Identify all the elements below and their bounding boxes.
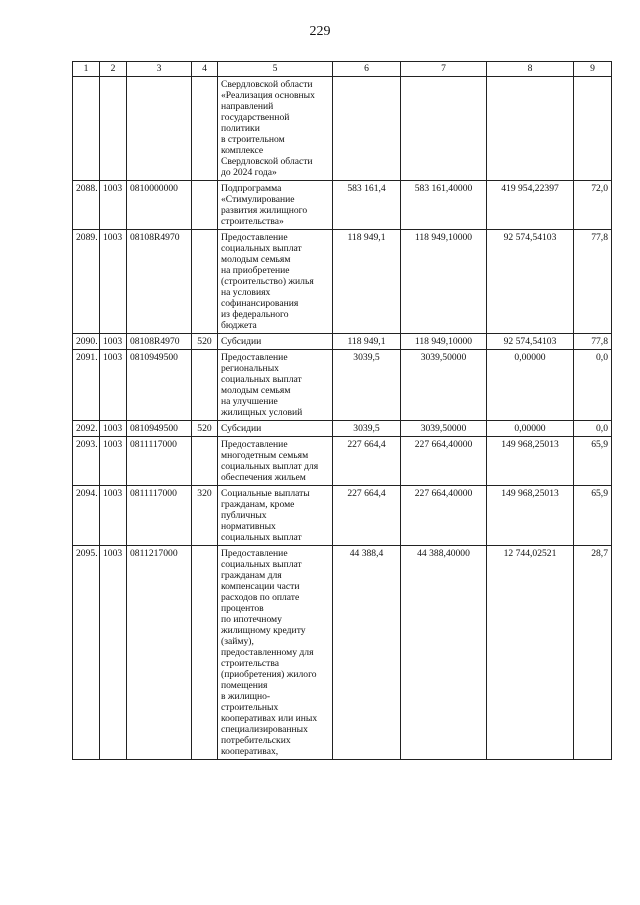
description-cell xyxy=(218,334,333,350)
approved-amount-cell: 227 664,4 xyxy=(333,486,401,546)
description-cell xyxy=(218,437,333,486)
executed-amount-cell: 92 574,54103 xyxy=(487,334,574,350)
description-line: на приобретение xyxy=(221,265,290,276)
description-line: софинансирования xyxy=(221,298,299,309)
description-line: многодетным семьям xyxy=(221,450,309,461)
description-cell xyxy=(218,486,333,546)
approved-amount-cell: 3039,5 xyxy=(333,350,401,421)
description-line: гражданам, кроме xyxy=(221,499,295,510)
budget-amount-cell: 3039,50000 xyxy=(401,421,487,437)
execution-percent-cell: 0,0 xyxy=(574,421,612,437)
page-number: 229 xyxy=(309,24,331,39)
execution-percent-cell: 0,0 xyxy=(574,350,612,421)
budget-amount-cell: 227 664,40000 xyxy=(401,437,487,486)
description-line: жилищных условий xyxy=(221,407,303,418)
budget-table xyxy=(72,61,612,760)
section-code-cell: 1003 xyxy=(100,350,127,421)
description-line: направлений xyxy=(221,101,274,112)
section-code-cell: 1003 xyxy=(100,437,127,486)
expense-type-code-cell xyxy=(192,181,218,230)
description-line: специализированных xyxy=(221,724,308,735)
table-body xyxy=(73,77,612,760)
description-line: гражданам для xyxy=(221,570,282,581)
description-line: «Реализация основных xyxy=(221,90,315,101)
row-number-cell: 2093. xyxy=(73,437,100,486)
executed-amount-cell: 12 744,02521 xyxy=(487,546,574,760)
execution-percent-cell: 72,0 xyxy=(574,181,612,230)
description-line: Субсидии xyxy=(221,336,262,347)
execution-percent-cell xyxy=(574,77,612,181)
executed-amount-cell: 0,00000 xyxy=(487,421,574,437)
section-code-cell: 1003 xyxy=(100,546,127,760)
table-row xyxy=(73,181,612,230)
header-cell-3: 3 xyxy=(127,62,192,77)
table-row xyxy=(73,230,612,334)
table-header xyxy=(73,62,612,77)
expense-type-code-cell xyxy=(192,350,218,421)
description-line: региональных xyxy=(221,363,279,374)
section-code-cell: 1003 xyxy=(100,181,127,230)
description-line: молодым семьям xyxy=(221,254,291,265)
executed-amount-cell xyxy=(487,77,574,181)
table-row xyxy=(73,486,612,546)
execution-percent-cell: 77,8 xyxy=(574,334,612,350)
target-article-code-cell: 0811117000 xyxy=(127,437,192,486)
expense-type-code-cell xyxy=(192,230,218,334)
expense-type-code-cell: 520 xyxy=(192,421,218,437)
execution-percent-cell: 77,8 xyxy=(574,230,612,334)
description-line: государственной xyxy=(221,112,290,123)
target-article-code-cell: 0810949500 xyxy=(127,421,192,437)
description-line: молодым семьям xyxy=(221,385,291,396)
description-line: Социальные выплаты xyxy=(221,488,310,499)
budget-amount-cell xyxy=(401,77,487,181)
header-cell-8: 8 xyxy=(487,62,574,77)
description-line: Свердловской области xyxy=(221,79,313,90)
description-line: развития жилищного xyxy=(221,205,308,216)
expense-type-code-cell xyxy=(192,546,218,760)
approved-amount-cell: 44 388,4 xyxy=(333,546,401,760)
executed-amount-cell: 149 968,25013 xyxy=(487,486,574,546)
execution-percent-cell: 65,9 xyxy=(574,437,612,486)
description-line: обеспечения жильем xyxy=(221,472,306,483)
section-code-cell: 1003 xyxy=(100,421,127,437)
budget-amount-cell: 118 949,10000 xyxy=(401,230,487,334)
execution-percent-cell: 28,7 xyxy=(574,546,612,760)
budget-amount-cell: 118 949,10000 xyxy=(401,334,487,350)
header-cell-1: 1 xyxy=(73,62,100,77)
description-line: социальных выплат xyxy=(221,559,302,570)
executed-amount-cell: 92 574,54103 xyxy=(487,230,574,334)
description-line: строительства» xyxy=(221,216,284,227)
description-cell xyxy=(218,77,333,181)
approved-amount-cell: 3039,5 xyxy=(333,421,401,437)
description-cell xyxy=(218,230,333,334)
description-line: в строительном xyxy=(221,134,285,145)
target-article-code-cell: 0810000000 xyxy=(127,181,192,230)
header-cell-7: 7 xyxy=(401,62,487,77)
row-number-cell: 2092. xyxy=(73,421,100,437)
description-line: предоставленному для xyxy=(221,647,314,658)
description-line: кооперативах, xyxy=(221,746,279,757)
description-line: процентов xyxy=(221,603,264,614)
description-line: (приобретения) жилого xyxy=(221,669,317,680)
header-cell-5: 5 xyxy=(218,62,333,77)
expense-type-code-cell xyxy=(192,437,218,486)
description-line: социальных выплат xyxy=(221,243,302,254)
description-cell xyxy=(218,350,333,421)
executed-amount-cell: 149 968,25013 xyxy=(487,437,574,486)
description-line: помещения xyxy=(221,680,268,691)
description-cell xyxy=(218,421,333,437)
expense-type-code-cell xyxy=(192,77,218,181)
header-cell-4: 4 xyxy=(192,62,218,77)
row-number-cell: 2091. xyxy=(73,350,100,421)
description-line: кооперативах или иных xyxy=(221,713,318,724)
description-line: на условиях xyxy=(221,287,271,298)
section-code-cell xyxy=(100,77,127,181)
header-cell-9: 9 xyxy=(574,62,612,77)
description-line: (займу), xyxy=(221,636,254,647)
executed-amount-cell: 419 954,22397 xyxy=(487,181,574,230)
expense-type-code-cell: 520 xyxy=(192,334,218,350)
header-cell-2: 2 xyxy=(100,62,127,77)
description-line: Предоставление xyxy=(221,439,288,450)
section-code-cell: 1003 xyxy=(100,334,127,350)
row-number-cell: 2089. xyxy=(73,230,100,334)
approved-amount-cell: 583 161,4 xyxy=(333,181,401,230)
table-row xyxy=(73,421,612,437)
section-code-cell: 1003 xyxy=(100,486,127,546)
description-line: компенсации части xyxy=(221,581,300,592)
table-row xyxy=(73,437,612,486)
description-line: строительства xyxy=(221,658,280,669)
table-row xyxy=(73,350,612,421)
table-row xyxy=(73,334,612,350)
description-line: социальных выплат xyxy=(221,374,302,385)
description-line: до 2024 года» xyxy=(221,167,277,178)
description-line: Свердловской области xyxy=(221,156,313,167)
row-number-cell: 2094. xyxy=(73,486,100,546)
target-article-code-cell: 0811217000 xyxy=(127,546,192,760)
description-line: социальных выплат xyxy=(221,532,302,543)
target-article-code-cell: 0811117000 xyxy=(127,486,192,546)
description-line: политики xyxy=(221,123,260,134)
approved-amount-cell: 118 949,1 xyxy=(333,230,401,334)
section-code-cell: 1003 xyxy=(100,230,127,334)
description-line: жилищному кредиту xyxy=(221,625,306,636)
approved-amount-cell: 227 664,4 xyxy=(333,437,401,486)
description-line: из федерального xyxy=(221,309,289,320)
executed-amount-cell: 0,00000 xyxy=(487,350,574,421)
description-line: бюджета xyxy=(221,320,257,331)
description-line: потребительских xyxy=(221,735,291,746)
table-row xyxy=(73,546,612,760)
target-article-code-cell xyxy=(127,77,192,181)
target-article-code-cell: 0810949500 xyxy=(127,350,192,421)
target-article-code-cell: 08108R4970 xyxy=(127,334,192,350)
approved-amount-cell xyxy=(333,77,401,181)
description-line: в жилищно- xyxy=(221,691,271,702)
header-cell-6: 6 xyxy=(333,62,401,77)
description-line: «Стимулирование xyxy=(221,194,295,205)
description-line: расходов по оплате xyxy=(221,592,300,603)
description-line: нормативных xyxy=(221,521,276,532)
description-line: по ипотечному xyxy=(221,614,282,625)
expense-type-code-cell: 320 xyxy=(192,486,218,546)
execution-percent-cell: 65,9 xyxy=(574,486,612,546)
description-line: Предоставление xyxy=(221,232,288,243)
header-row xyxy=(73,62,612,77)
description-line: Предоставление xyxy=(221,548,288,559)
row-number-cell: 2095. xyxy=(73,546,100,760)
description-line: строительных xyxy=(221,702,279,713)
description-line: Предоставление xyxy=(221,352,288,363)
description-line: на улучшение xyxy=(221,396,278,407)
target-article-code-cell: 08108R4970 xyxy=(127,230,192,334)
description-cell xyxy=(218,181,333,230)
budget-amount-cell: 227 664,40000 xyxy=(401,486,487,546)
approved-amount-cell: 118 949,1 xyxy=(333,334,401,350)
description-line: Субсидии xyxy=(221,423,262,434)
budget-amount-cell: 44 388,40000 xyxy=(401,546,487,760)
row-number-cell xyxy=(73,77,100,181)
description-line: (строительство) жилья xyxy=(221,276,314,287)
budget-amount-cell: 3039,50000 xyxy=(401,350,487,421)
description-cell xyxy=(218,546,333,760)
description-line: публичных xyxy=(221,510,267,521)
row-number-cell: 2088. xyxy=(73,181,100,230)
description-line: Подпрограмма xyxy=(221,183,282,194)
budget-amount-cell: 583 161,40000 xyxy=(401,181,487,230)
table-row xyxy=(73,77,612,181)
row-number-cell: 2090. xyxy=(73,334,100,350)
description-line: социальных выплат для xyxy=(221,461,319,472)
description-line: комплексе xyxy=(221,145,264,156)
